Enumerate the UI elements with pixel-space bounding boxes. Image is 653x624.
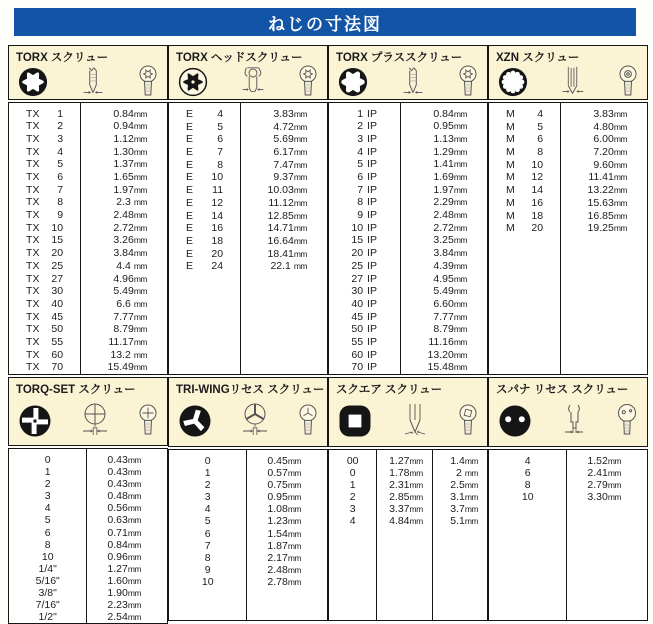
diameter-column: [86, 449, 167, 623]
table-icons: [9, 65, 167, 98]
table-title: スパナ リセス スクリュー: [496, 384, 629, 396]
table-title: TORX プラススクリュー: [336, 52, 463, 64]
table-icons: [9, 397, 167, 445]
size-cell: 1/4": [38, 562, 57, 575]
diameter-value: 0.75mm: [267, 479, 301, 492]
size-cell: 6 IP: [357, 171, 377, 183]
page-title-banner: [14, 8, 636, 36]
diameter-value: 19.25mm: [587, 222, 627, 235]
table-body: [488, 102, 648, 375]
size-cell: TX 27: [26, 272, 64, 285]
diameter-value: 2.48mm: [113, 209, 147, 222]
size-cell: 6: [524, 467, 531, 480]
size-cell: 55 IP: [351, 335, 377, 348]
table-xzn-screw: [488, 45, 648, 375]
diameter-value: 1.08mm: [267, 503, 301, 516]
diameter-value: 3.83mm: [593, 108, 627, 120]
size-column: [329, 450, 376, 620]
bolt-side-view-icon: [240, 65, 266, 99]
size-cell: 8: [524, 479, 531, 492]
diameter-value: 15.48mm: [427, 361, 467, 374]
table-icons: [489, 397, 647, 445]
table-body: [168, 449, 328, 621]
table-title: TRI-WINGリセス スクリュー: [176, 384, 325, 396]
diameter-value: 4.95mm: [433, 272, 467, 285]
diameter-value: 1.90mm: [107, 587, 141, 600]
diameter-value: 1.54mm: [267, 527, 301, 540]
torx-screw-head-icon: [138, 64, 158, 100]
table-body: [488, 449, 648, 621]
size-cell: E 16: [186, 222, 224, 235]
diameter-value: 5.69mm: [273, 133, 307, 146]
size-cell: 5 IP: [357, 158, 377, 171]
size-cell: 8: [204, 551, 211, 564]
size-cell: TX 55: [26, 335, 64, 348]
size-column: [169, 450, 246, 620]
diameter-value: 0.94mm: [113, 120, 147, 133]
spanner-socket-icon: [498, 404, 532, 438]
diameter-value: 2.17mm: [267, 551, 301, 564]
diameter-value: 5.1mm: [450, 515, 478, 528]
size-cell: 4: [204, 503, 211, 516]
diameter-value: 1.65mm: [113, 171, 147, 183]
diameter-value: 13.20mm: [427, 348, 467, 361]
size-cell: M 14: [506, 184, 544, 197]
size-cell: M 4: [506, 108, 544, 120]
diameter-column-2: [432, 450, 487, 620]
diameter-value: 0.45mm: [267, 455, 301, 467]
diameter-value: 1.27mm: [107, 562, 141, 575]
diameter-value: 0.43mm: [107, 466, 141, 479]
diameter-value: 3.37mm: [389, 503, 423, 516]
diameter-value: 1.97mm: [113, 183, 147, 196]
size-cell: 5: [204, 515, 211, 528]
diameter-value: 3.25mm: [433, 234, 467, 247]
diameter-value: 11.12mm: [268, 196, 307, 209]
size-cell: TX 7: [26, 183, 64, 196]
diameter-value: 0.95mm: [267, 491, 301, 504]
diameter-value: 12.85mm: [267, 209, 307, 222]
diameter-value: 0.43mm: [107, 478, 141, 491]
size-column: [9, 103, 80, 374]
size-cell: TX 70: [26, 361, 64, 374]
size-cell: 8 IP: [357, 196, 377, 209]
table-header: [488, 377, 648, 447]
diameter-value: 2.23mm: [107, 599, 141, 612]
size-cell: E 10: [186, 171, 224, 184]
xzn-socket-icon: [498, 67, 528, 97]
square-screw-head-icon: [458, 403, 478, 439]
diameter-value: 2.29mm: [433, 196, 467, 209]
size-cell: 7: [204, 539, 211, 552]
size-cell: 00: [346, 455, 359, 467]
size-cell: M 20: [506, 222, 544, 235]
diameter-value: 1.30mm: [113, 145, 147, 158]
diameter-value: 7.47mm: [273, 158, 307, 171]
diameter-value: 5.49mm: [433, 285, 467, 298]
size-cell: 7/16": [35, 599, 60, 612]
size-cell: TX 40: [26, 297, 64, 310]
diameter-value: 3.83mm: [273, 108, 307, 120]
size-cell: TX 25: [26, 259, 64, 272]
size-cell: 4 IP: [357, 145, 377, 158]
size-cell: E 18: [186, 234, 224, 247]
size-cell: TX 6: [26, 171, 64, 183]
size-cell: 4: [349, 515, 356, 528]
diameter-value: 1.78mm: [389, 467, 423, 480]
size-cell: 2 IP: [357, 120, 377, 133]
table-torx-screw: [8, 45, 168, 375]
diameter-value: 0.96mm: [107, 550, 141, 563]
size-cell: 1: [204, 467, 211, 480]
diameter-value: 2.72mm: [433, 221, 467, 234]
torx-head-socket-icon: [178, 67, 208, 97]
diameter-value: 15.49mm: [107, 361, 147, 374]
table-spanner-recess-screw: [488, 377, 648, 621]
size-cell: E 6: [186, 133, 224, 146]
diameter-value: 1.37mm: [113, 158, 147, 171]
size-cell: 2: [44, 478, 51, 491]
size-cell: 20 IP: [351, 247, 377, 260]
diameter-value: 0.48mm: [107, 490, 141, 503]
torx-bolt-head-icon: [298, 64, 318, 100]
size-cell: E 4: [186, 108, 224, 120]
table-body: [8, 448, 168, 624]
size-cell: 40 IP: [351, 297, 377, 310]
diameter-value: 14.71mm: [267, 222, 307, 235]
diameter-value: 2.72mm: [113, 221, 147, 234]
size-cell: TX 1: [26, 107, 64, 120]
table-header: [168, 377, 328, 447]
diameter-value: 9.60mm: [593, 158, 627, 171]
table-body: [328, 102, 488, 375]
size-cell: 10: [41, 550, 54, 563]
diameter-value: 11.41mm: [588, 171, 627, 184]
size-cell: 3/8": [38, 587, 57, 600]
size-cell: 3: [349, 503, 356, 516]
size-cell: E 5: [186, 120, 224, 133]
size-cell: 3: [44, 490, 51, 503]
size-column: [329, 103, 400, 374]
torq-set-socket-icon: [18, 404, 52, 438]
diameter-value: 1.13mm: [433, 132, 467, 145]
tri-wing-screw-head-icon: [298, 403, 318, 439]
table-header: [488, 45, 648, 100]
diameter-value: 0.71mm: [107, 526, 141, 539]
table-title: TORX スクリュー: [16, 52, 109, 64]
size-cell: E 24: [186, 260, 224, 273]
spanner-side-dimension-icon: [562, 402, 586, 440]
size-cell: M 6: [506, 133, 544, 146]
size-cell: E 7: [186, 146, 224, 159]
size-cell: 9: [204, 563, 211, 576]
diameter-value: 1.60mm: [107, 574, 141, 587]
size-cell: M 5: [506, 120, 544, 133]
size-cell: 15 IP: [351, 234, 377, 247]
diameter-column: [560, 103, 647, 374]
table-header: [328, 377, 488, 447]
cross-dimension-icon: [81, 402, 109, 440]
diameter-value: 8.79mm: [433, 323, 467, 336]
diameter-value: 2.78mm: [267, 575, 301, 588]
size-cell: 6: [44, 526, 51, 539]
diameter-value: 1.23mm: [267, 515, 301, 528]
size-cell: M 16: [506, 196, 544, 209]
size-cell: TX 60: [26, 348, 64, 361]
table-body: [168, 102, 328, 375]
diameter-column: [400, 103, 487, 374]
size-cell: M 18: [506, 209, 544, 222]
diameter-value: 9.37mm: [273, 171, 307, 184]
tri-wing-socket-icon: [178, 404, 212, 438]
size-cell: 0: [44, 454, 51, 466]
diameter-value: 3.1mm: [450, 491, 478, 504]
diameter-value: 0.84mm: [107, 538, 141, 551]
diameter-column: [566, 450, 647, 620]
table-icons: [489, 65, 647, 98]
diameter-value: 4.72mm: [273, 120, 307, 133]
diameter-value: 1.52mm: [587, 455, 621, 467]
size-cell: E 20: [186, 247, 224, 260]
size-cell: 4: [524, 455, 531, 467]
tri-wing-dimension-icon: [241, 402, 269, 440]
screw-side-view-icon: [401, 65, 425, 99]
diameter-value: 2.3 mm: [116, 196, 147, 209]
diameter-column: [246, 450, 327, 620]
diameter-value: 2.5mm: [450, 479, 478, 492]
size-column: [489, 450, 566, 620]
size-cell: 2: [204, 479, 211, 492]
size-cell: 10 IP: [351, 221, 377, 234]
size-cell: M 12: [506, 171, 544, 184]
diameter-value: 1.97mm: [433, 183, 467, 196]
diameter-value: 1.87mm: [267, 539, 301, 552]
diameter-value: 2.54mm: [107, 611, 141, 624]
size-cell: 1/2": [38, 611, 57, 624]
diameter-value: 10.03mm: [267, 184, 307, 197]
diameter-value: 13.2 mm: [110, 348, 147, 361]
size-cell: 30 IP: [351, 285, 377, 298]
size-cell: TX 3: [26, 132, 64, 145]
table-torx-plus-screw: [328, 45, 488, 375]
spline-bolt-side-view-icon: [560, 65, 586, 99]
table-header: [8, 45, 168, 100]
cross-screw-head-icon: [138, 403, 158, 439]
table-torq-set-screw: [8, 377, 168, 624]
diameter-column: [80, 103, 167, 374]
table-header: [328, 45, 488, 100]
size-cell: 7 IP: [357, 183, 377, 196]
diameter-value: 0.84mm: [113, 107, 147, 120]
diameter-value: 0.95mm: [433, 120, 467, 133]
size-cell: M 8: [506, 146, 544, 159]
size-cell: 10: [201, 575, 214, 588]
diameter-value: 16.85mm: [587, 209, 627, 222]
xzn-bolt-head-icon: [618, 64, 638, 100]
diameter-value: 7.77mm: [113, 310, 147, 323]
size-cell: 45 IP: [351, 310, 377, 323]
size-cell: TX 9: [26, 209, 64, 222]
diameter-value: 2.48mm: [267, 563, 301, 576]
diameter-value: 4.4 mm: [116, 259, 147, 272]
diameter-value: 5.49mm: [113, 285, 147, 298]
table-title: TORX ヘッドスクリュー: [176, 52, 303, 64]
diameter-value: 15.63mm: [587, 196, 627, 209]
diameter-value: 2.85mm: [389, 491, 423, 504]
table-body: [328, 449, 488, 621]
bottom-table-grid: [8, 377, 648, 624]
diameter-column: [376, 450, 431, 620]
diameter-value: 18.41mm: [267, 247, 307, 260]
diameter-value: 1.41mm: [433, 158, 467, 171]
size-cell: TX 45: [26, 310, 64, 323]
size-cell: TX 30: [26, 285, 64, 298]
size-cell: 1: [44, 466, 51, 479]
table-header: [8, 377, 168, 446]
diameter-value: 2.31mm: [389, 479, 423, 492]
diameter-value: 2 mm: [456, 467, 478, 480]
diameter-value: 2.48mm: [433, 209, 467, 222]
diameter-value: 11.16mm: [428, 335, 467, 348]
size-cell: 60 IP: [351, 348, 377, 361]
screw-side-view-icon: [81, 65, 105, 99]
diameter-value: 0.63mm: [107, 514, 141, 527]
size-cell: 50 IP: [351, 323, 377, 336]
size-cell: 6: [204, 527, 211, 540]
diameter-value: 22.1 mm: [270, 260, 307, 273]
table-header: [168, 45, 328, 100]
diameter-value: 0.56mm: [107, 502, 141, 515]
diameter-value: 6.00mm: [593, 133, 627, 146]
diameter-value: 0.57mm: [267, 467, 301, 480]
diameter-value: 11.17mm: [108, 335, 147, 348]
size-column: [169, 103, 240, 374]
table-icons: [169, 65, 327, 98]
diameter-value: 1.12mm: [113, 132, 147, 145]
size-cell: 3 IP: [357, 132, 377, 145]
diameter-value: 4.96mm: [113, 272, 147, 285]
torx-screw-head-icon: [458, 64, 478, 100]
diameter-value: 7.77mm: [433, 310, 467, 323]
size-cell: M 10: [506, 158, 544, 171]
diameter-value: 3.26mm: [113, 234, 147, 247]
size-cell: 27 IP: [351, 272, 377, 285]
size-cell: 5/16": [35, 574, 60, 587]
size-column: [9, 449, 86, 623]
table-body: [8, 102, 168, 375]
top-table-grid: [8, 45, 648, 375]
size-cell: E 12: [186, 196, 224, 209]
diameter-value: 6.6 mm: [116, 297, 147, 310]
size-cell: 70 IP: [351, 361, 377, 374]
table-title: XZN スクリュー: [496, 52, 580, 64]
size-cell: 1 IP: [357, 107, 377, 120]
diameter-value: 13.22mm: [587, 184, 627, 197]
table-title: スクエア スクリュー: [336, 384, 443, 396]
table-tri-wing-screw: [168, 377, 328, 621]
spanner-screw-head-icon: [616, 403, 638, 439]
diameter-value: 1.29mm: [433, 145, 467, 158]
size-cell: E 14: [186, 209, 224, 222]
size-cell: TX 20: [26, 247, 64, 260]
size-cell: 0: [349, 467, 356, 480]
size-cell: 4: [44, 502, 51, 515]
diameter-value: 6.60mm: [433, 297, 467, 310]
size-cell: TX 5: [26, 158, 64, 171]
torx-socket-icon: [18, 67, 48, 97]
table-icons: [329, 65, 487, 98]
diameter-value: 0.84mm: [433, 107, 467, 120]
size-cell: TX 4: [26, 145, 64, 158]
diameter-value: 1.4mm: [450, 455, 478, 467]
diameter-value: 3.7mm: [450, 503, 478, 516]
size-cell: 8: [44, 538, 51, 551]
diameter-value: 16.64mm: [267, 234, 307, 247]
size-cell: TX 2: [26, 120, 64, 133]
diameter-value: 4.80mm: [593, 120, 627, 133]
diameter-value: 3.84mm: [433, 247, 467, 260]
size-cell: 10: [521, 491, 534, 504]
page-title: ねじの寸法図: [268, 14, 382, 34]
table-square-screw: [328, 377, 488, 621]
diameter-value: 3.84mm: [113, 247, 147, 260]
size-cell: E 8: [186, 158, 224, 171]
diameter-value: 6.17mm: [273, 146, 307, 159]
table-torx-head-screw: [168, 45, 328, 375]
diameter-value: 4.39mm: [433, 259, 467, 272]
size-cell: 3: [204, 491, 211, 504]
torx-plus-socket-icon: [338, 67, 368, 97]
square-socket-icon: [338, 404, 372, 438]
size-cell: 0: [204, 455, 211, 467]
size-cell: TX 8: [26, 196, 64, 209]
size-cell: TX 50: [26, 323, 64, 336]
diameter-value: 4.84mm: [389, 515, 423, 528]
size-column: [489, 103, 560, 374]
table-icons: [329, 397, 487, 445]
diameter-value: 1.69mm: [433, 171, 467, 183]
size-cell: 2: [349, 491, 356, 504]
diameter-column: [240, 103, 327, 374]
size-cell: TX 15: [26, 234, 64, 247]
size-cell: 5: [44, 514, 51, 527]
diameter-value: 1.27mm: [389, 455, 423, 467]
table-title: TORQ-SET スクリュー: [16, 384, 136, 396]
diameter-value: 7.20mm: [593, 146, 627, 159]
size-cell: E 11: [186, 184, 224, 197]
diameter-value: 3.30mm: [587, 491, 621, 504]
table-icons: [169, 397, 327, 445]
size-cell: 1: [349, 479, 356, 492]
diameter-value: 0.43mm: [107, 454, 141, 466]
square-side-dimension-icon: [402, 402, 428, 440]
diameter-value: 8.79mm: [113, 323, 147, 336]
size-cell: 25 IP: [351, 259, 377, 272]
size-cell: 9 IP: [357, 209, 377, 222]
diameter-value: 2.41mm: [587, 467, 621, 480]
diameter-value: 2.79mm: [587, 479, 621, 492]
size-cell: TX 10: [26, 221, 64, 234]
